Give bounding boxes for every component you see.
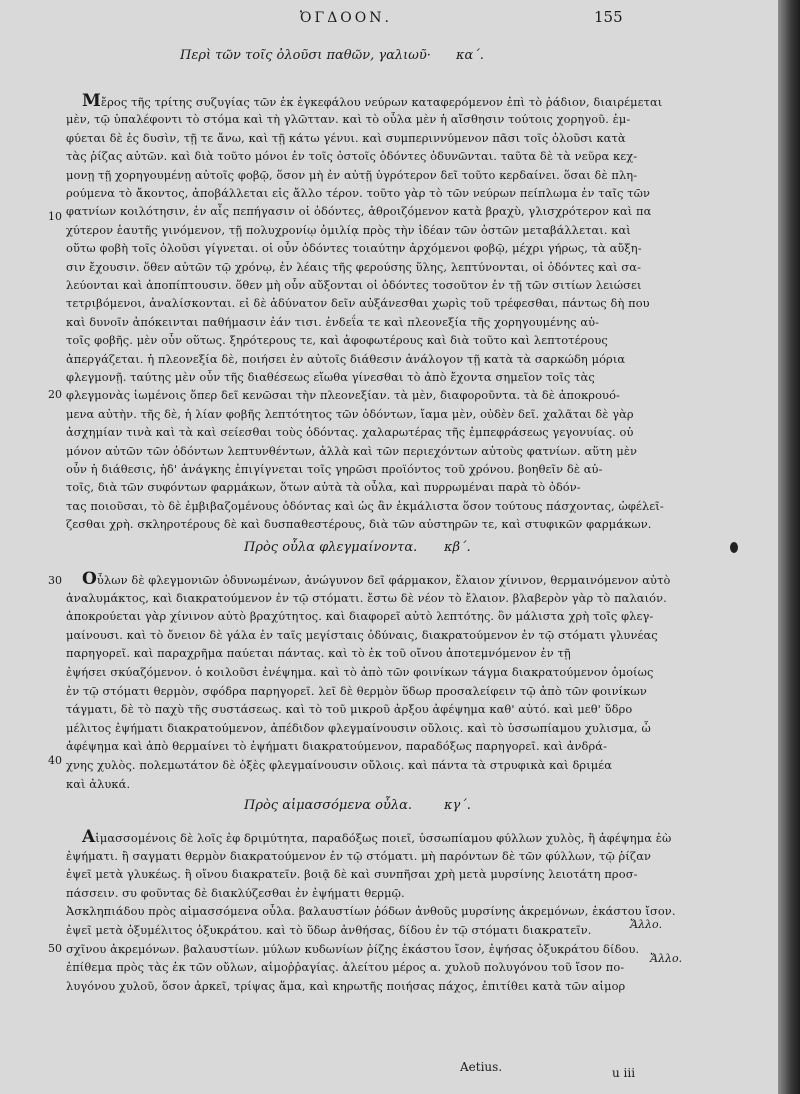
text-line: ἐψεῖ μετὰ γλυκέως. ἢ οἴνου διακρατεῖν. βοιᾷ δὲ καὶ συνπῆσαι χρὴ μετὰ μυρσίνης λειοτάτη προσ- [66, 867, 638, 882]
text-line-content: ὖλων δὲ φλεγμονιῶν ὀδυνωμένων, ἀνώγυνον δεῖ φάρμακον, ἔλαιον χίνινον, θερμαινόμενον αὐτὸ [96, 573, 671, 587]
text-line: ἐψήσει σκύαζόμενον. ὁ κοιλοῦσι ἐνέψημα. καὶ τὸ ἀπὸ τῶν φοινίκων τάγμα διακρατούμενον ὁμοίως [66, 665, 654, 679]
margin-line-number: 20 [48, 388, 62, 401]
text-line: μὲν, τῷ ὑπαλέφοντι τὸ στόμα καὶ τὴ γλῶτταν. καὶ τὸ οὖλα μὲν ἡ αἴσθησιν τούτοις χορηγοῦ. ἐμ- [66, 112, 631, 127]
text-line: παρηγορεῖ. καὶ παραχρῆμα παύεται πάντας. καὶ τὸ ἐκ τοῦ οἴνου ἀποτεμνόμενον ἐν τῇ [66, 646, 571, 661]
text-line: μονῃ τῇ χορηγουμένῃ αὐτοῖς φοβῷ, ὅσον μὴ ἐν αὐτῇ ὑγρότερον δεῖ τοῦτο κερδαίνει. ὅσαι δὲ πλη- [66, 167, 638, 182]
side-note-allo: Ἄλλο. [650, 952, 683, 965]
initial-letter: Α [82, 827, 96, 847]
text-line: καὶ ἀλυκά. [66, 776, 131, 791]
text-line: ἐψήματι. ἢ σαγματι θερμὸν διακρατούμενον ἐν τῷ στόματι. μὴ παρόντων δὲ τῶν φύλλων, τῷ ῥίζαν [66, 848, 652, 863]
text-line [82, 827, 672, 847]
text-line: μόνον αὐτῶν τῶν ὀδόντων λεπτυνθέντων, ἀλλὰ καὶ τῶν περιεχόντων αὐτοὺς φατνίων. αὕτη μὲν [66, 443, 638, 458]
text-line: οὕτω φοβὴ τοῖς ὀλοῦσι γίγνεται. οἱ οὖν ὀδόντες τοιαύτην ἀρχόμενοι φοβῷ, μέχρι γήρως, τὰ αὔξη- [66, 241, 642, 256]
text-line: τοῖς φοβῆς. μὲν οὖν οὕτως. ξηρότερους τε, καὶ ἀφοφωτέρους καὶ διὰ τοῦτο καὶ λεπτοτέρους [66, 333, 608, 348]
section-title-3: Πρὸς αἱμασσόμενα οὖλα. [244, 798, 413, 813]
text-line: σιν ἔχουσιν. ὅθεν αὐτῶν τῷ χρόνῳ, ἐν λέαις τῆς φερούσης ὕλης, λεπτύνονται, οἱ ὀδόντες καὶ σα- [66, 259, 642, 274]
text-line: ἀσχημίαν τινὰ καὶ τὰ καὶ σείεσθαι τοὺς ὀδόντας. χαλαρωτέρας τῆς ἐμπεφράσεως γεγονυίας. οὐ [66, 425, 634, 440]
text-line: πάσσειν. συ φοῦντας δὲ διακλύζεσθαι ἐν ἐψήματι θερμῷ. [66, 885, 405, 900]
initial-letter: Μ [82, 91, 101, 111]
text-line: ρούμενα τὸ ἄκοντος, ἀποβάλλεται εἰς ἄλλο τέρον. τοῦτο γὰρ τὸ τῶν νεύρων πείπλωμα ἐν ταῖς τῶν [66, 186, 651, 200]
chapter-number-2: κβ΄. [444, 540, 471, 555]
margin-line-number: 40 [48, 754, 62, 767]
text-line: ἐψεῖ μετὰ ὀξυμέλιτος ὀξυκράτου. καὶ τὸ ὕδωρ ἀνθήσας, δίδου ἐν τῷ στόματι διακρατεῖν. [66, 923, 592, 937]
margin-line-number: 50 [48, 942, 62, 955]
side-note-allo: Ἄλλο. [630, 918, 663, 931]
text-line: ἀπεργάζεται. ἡ πλεονεξία δὲ, ποιήσει ἐν αὐτοῖς διάθεσιν ἀνάλογον τῇ κατὰ τὰ σαρκώδη μόρια [66, 351, 626, 366]
chapter-number-1: κα΄. [456, 48, 484, 63]
page-number: 155 [594, 8, 623, 26]
text-line: λεύονται καὶ ἀποπίπτουσιν. ὅθεν μὴ οὖν αὔξονται οἱ ὀδόντες τοσοῦτον ἐν τῇ τῶν σιτίων λειώσει [66, 278, 642, 292]
book-gutter-edge [778, 0, 800, 1094]
text-line: χύτερον ἑαυτῆς γινόμενον, τῇ πολυχρονίῳ ὁμιλίᾳ πρὸς τὴν ἰδέαν τῶν ὀστῶν μεταβάλλεται. καὶ [66, 222, 631, 237]
text-line: ἀναλυμάκτος, καὶ διακρατούμενον ἐν τῷ στόματι. ἔστω δὲ νέον τὸ ἔλαιον. βλαβερὸν γὰρ τὸ παλαιόν. [66, 590, 667, 605]
text-line: μέλιτος ἐψήματι διακρατούμενον, ἀπέδιδον φλεγμαίνουσιν οὔλοις. καὶ τὸ ὑσσωπίαμου χυλισμα, ὧ [66, 720, 651, 735]
text-line [82, 91, 663, 111]
text-line [82, 569, 671, 589]
text-line: φλεγμονὰς ἰωμένοις ὅπερ δεῖ κενῶσαι τὴν πλεονεξίαν. τὰ μὲν, διαφοροῦντα. τὰ δὲ ἀποκρουό- [66, 388, 620, 403]
text-line: τετριβόμενοι, ἀναλίσκονται. εἰ δὲ ἀδύνατον δεῖν αὐξάνεσθαι χωρὶς τοῦ τρέφεσθαι, πάντως δὴ που [66, 296, 650, 311]
text-line: ἀποκρούεται γὰρ χίνινον αὐτὸ βραχύτητος. καὶ διαφορεῖ αὐτὸ λεπτότης. ὃν μάλιστα χρὴ τοῖς φλεγ- [66, 609, 654, 624]
text-line: φύεται δὲ ἐς δυσὶν, τῇ τε ἄνω, καὶ τῇ κάτω γένυι. καὶ συμπεριννύμενον πᾶσι τοῖς ὀλοῦσι κατὰ [66, 130, 626, 145]
text-line: τάγματι, δὲ τὸ παχὺ τῆς συστάσεως. καὶ τὸ τοῦ μικροῦ ἀρξου ἀφέψημα καθ' αὑτό. καὶ μεθ' ὕδρο [66, 702, 633, 717]
text-line: τοῖς, διὰ τῶν συφόντων φαρμάκων, ὅτων αὐτὰ τὰ οὖλα, καὶ πυρρωμέναι παρὰ τὸ ὀδόν- [66, 480, 581, 495]
text-line: ζεσθαι χρὴ. σκληροτέρους δὲ καὶ δυσπαθεστέρους, διὰ τῶν αὐστηρῶν τε, καὶ στυφικῶν φαρμάκων. [66, 517, 652, 532]
text-line-content: ἱμασσομένοις δὲ λοῖς ἐφ δριμύτητα, παραδόξως ποιεῖ, ὑσσωπίαμου φύλλων χυλὸς, ἢ ἀφέψημα ἐὼ [95, 831, 672, 845]
text-line: χνης χυλὸς. πολεμωτάτον δὲ ὀξὲς φλεγμαίνουσιν οὔλοις. καὶ πάντα τὰ στρυφικὰ καὶ δριμέα [66, 758, 613, 772]
text-line: μενα αὐτὴν. τῆς δὲ, ἡ λίαν φοβῆς λεπτότητος τῶν ὀδόντων, ἴαμα μὲν, οὐδὲν δεῖ. χαλᾶται δὲ γὰρ [66, 406, 634, 421]
chapter-number-3: κγ΄. [444, 798, 471, 813]
text-line: φλεγμονῇ. ταύτης μὲν οὖν τῆς διαθέσεως εἴωθα γίνεσθαι τὸ ἀπὸ ἔχοντα σημεῖον τοῖς τὰς [66, 370, 595, 384]
text-line: τὰς ῥίζας αὐτῶν. καὶ διὰ τοῦτο μόνοι ἐν τοῖς ὀστοῖς ὀδόντες ὀδυνῶνται. ταῦτα δὲ τὰ νεῦρα κεχ- [66, 149, 638, 164]
catchword: Aetius. [460, 1060, 503, 1074]
section-title-1: Περὶ τῶν τοῖς ὀλοῦσι παθῶν, γαλιωῦ· [180, 48, 431, 63]
text-line-content: ἔρος τῆς τρίτης συζυγίας τῶν ἐκ ἐγκεφάλου νεύρων καταφερόμενον ἐπὶ τὸ ῥάδιον, διαιρέμεται [100, 95, 663, 109]
text-line: ἀφέψημα καὶ ἀπὸ θερμαίνει τὸ ἐψήματι διακρατούμενον, παραδόξως παρηγορεῖ. καὶ ἀνδρά- [66, 739, 608, 754]
text-line: Ἀσκληπιάδου πρὸς αἱμασσόμενα οὖλα. βαλαυστίων ῥόδων ἀνθοῦς μυρσίνης ἀκρεμόνων, ἑκάστου ἴσον. [66, 904, 676, 919]
signature-mark: u iii [612, 1066, 636, 1080]
margin-line-number: 30 [48, 574, 62, 587]
text-line: λυγόνου χυλοῦ, ὅσον ἀρκεῖ, τρίψας ἅμα, καὶ κηρωτῆς ποιήσας πάχος, ἐπιτίθει κατὰ τῶν αἱμορ [66, 978, 626, 993]
text-line: σχῖνου ἀκρεμόνων. βαλαυστίων. μύλων κυδωνίων ῥίζης ἑκάστου ἴσον, ἐψήσας ὀξυκράτου δίδου. [66, 941, 640, 956]
margin-line-number: 10 [48, 210, 62, 223]
initial-letter: Ο [82, 569, 97, 589]
running-head: ὈΓΔΟΟΝ. [300, 10, 392, 26]
text-line: καὶ δυνοῖν ἀπόκεινται παθήμασιν ἐάν τισι. ἐνδεΐα τε καὶ πλεονεξία τῆς χορηγουμένης αὐ- [66, 314, 600, 329]
section-title-2: Πρὸς οὖλα φλεγμαίνοντα. [244, 540, 418, 555]
text-line: ἐν τῷ στόματι θερμὸν, σφόδρα παρηγορεῖ. λεῖ δὲ θερμὸν ὕδωρ προσαλείφειν τῷ ἀπὸ τῶν φοινίκων [66, 683, 647, 698]
text-line: τας ποιοῦσαι, τὸ δὲ ἐμβιβαζομένους ὀδόντας καὶ ὡς ἂν ἐκμάλιστα ὅσον τούτους πάσχοντας, ὠφέλεῖ- [66, 498, 664, 513]
text-line: ἐπίθεμα πρὸς τὰς ἐκ τῶν οὔλων, αἱμοῤῥαγίας. ἀλείτου μέρος α. χυλοῦ πολυγόνου τοῦ ἴσον πο- [66, 960, 625, 975]
text-line: οὖν ἡ διάθεσις, ἡδ' ἀνάγκης ἐπιγίγνεται τοῖς γηρῶσι προϊόντος τοῦ χρόνου. βοηθεῖν δὲ αὐ- [66, 462, 603, 476]
ink-blot [730, 542, 738, 553]
text-line: μαίνουσι. καὶ τὸ ὄνειον δὲ γάλα ἐν ταῖς μεγίσταις ὀδύναις, διακρατούμενον ἐν τῷ στόματι γλυνέας [66, 627, 658, 642]
text-line: φατνίων κοιλότησιν, ἐν αἷς πεπήγασιν οἱ ὀδόντες, ἀθροιζόμενον κατὰ βραχὺ, γλισχρότερον καὶ πα [66, 204, 652, 219]
